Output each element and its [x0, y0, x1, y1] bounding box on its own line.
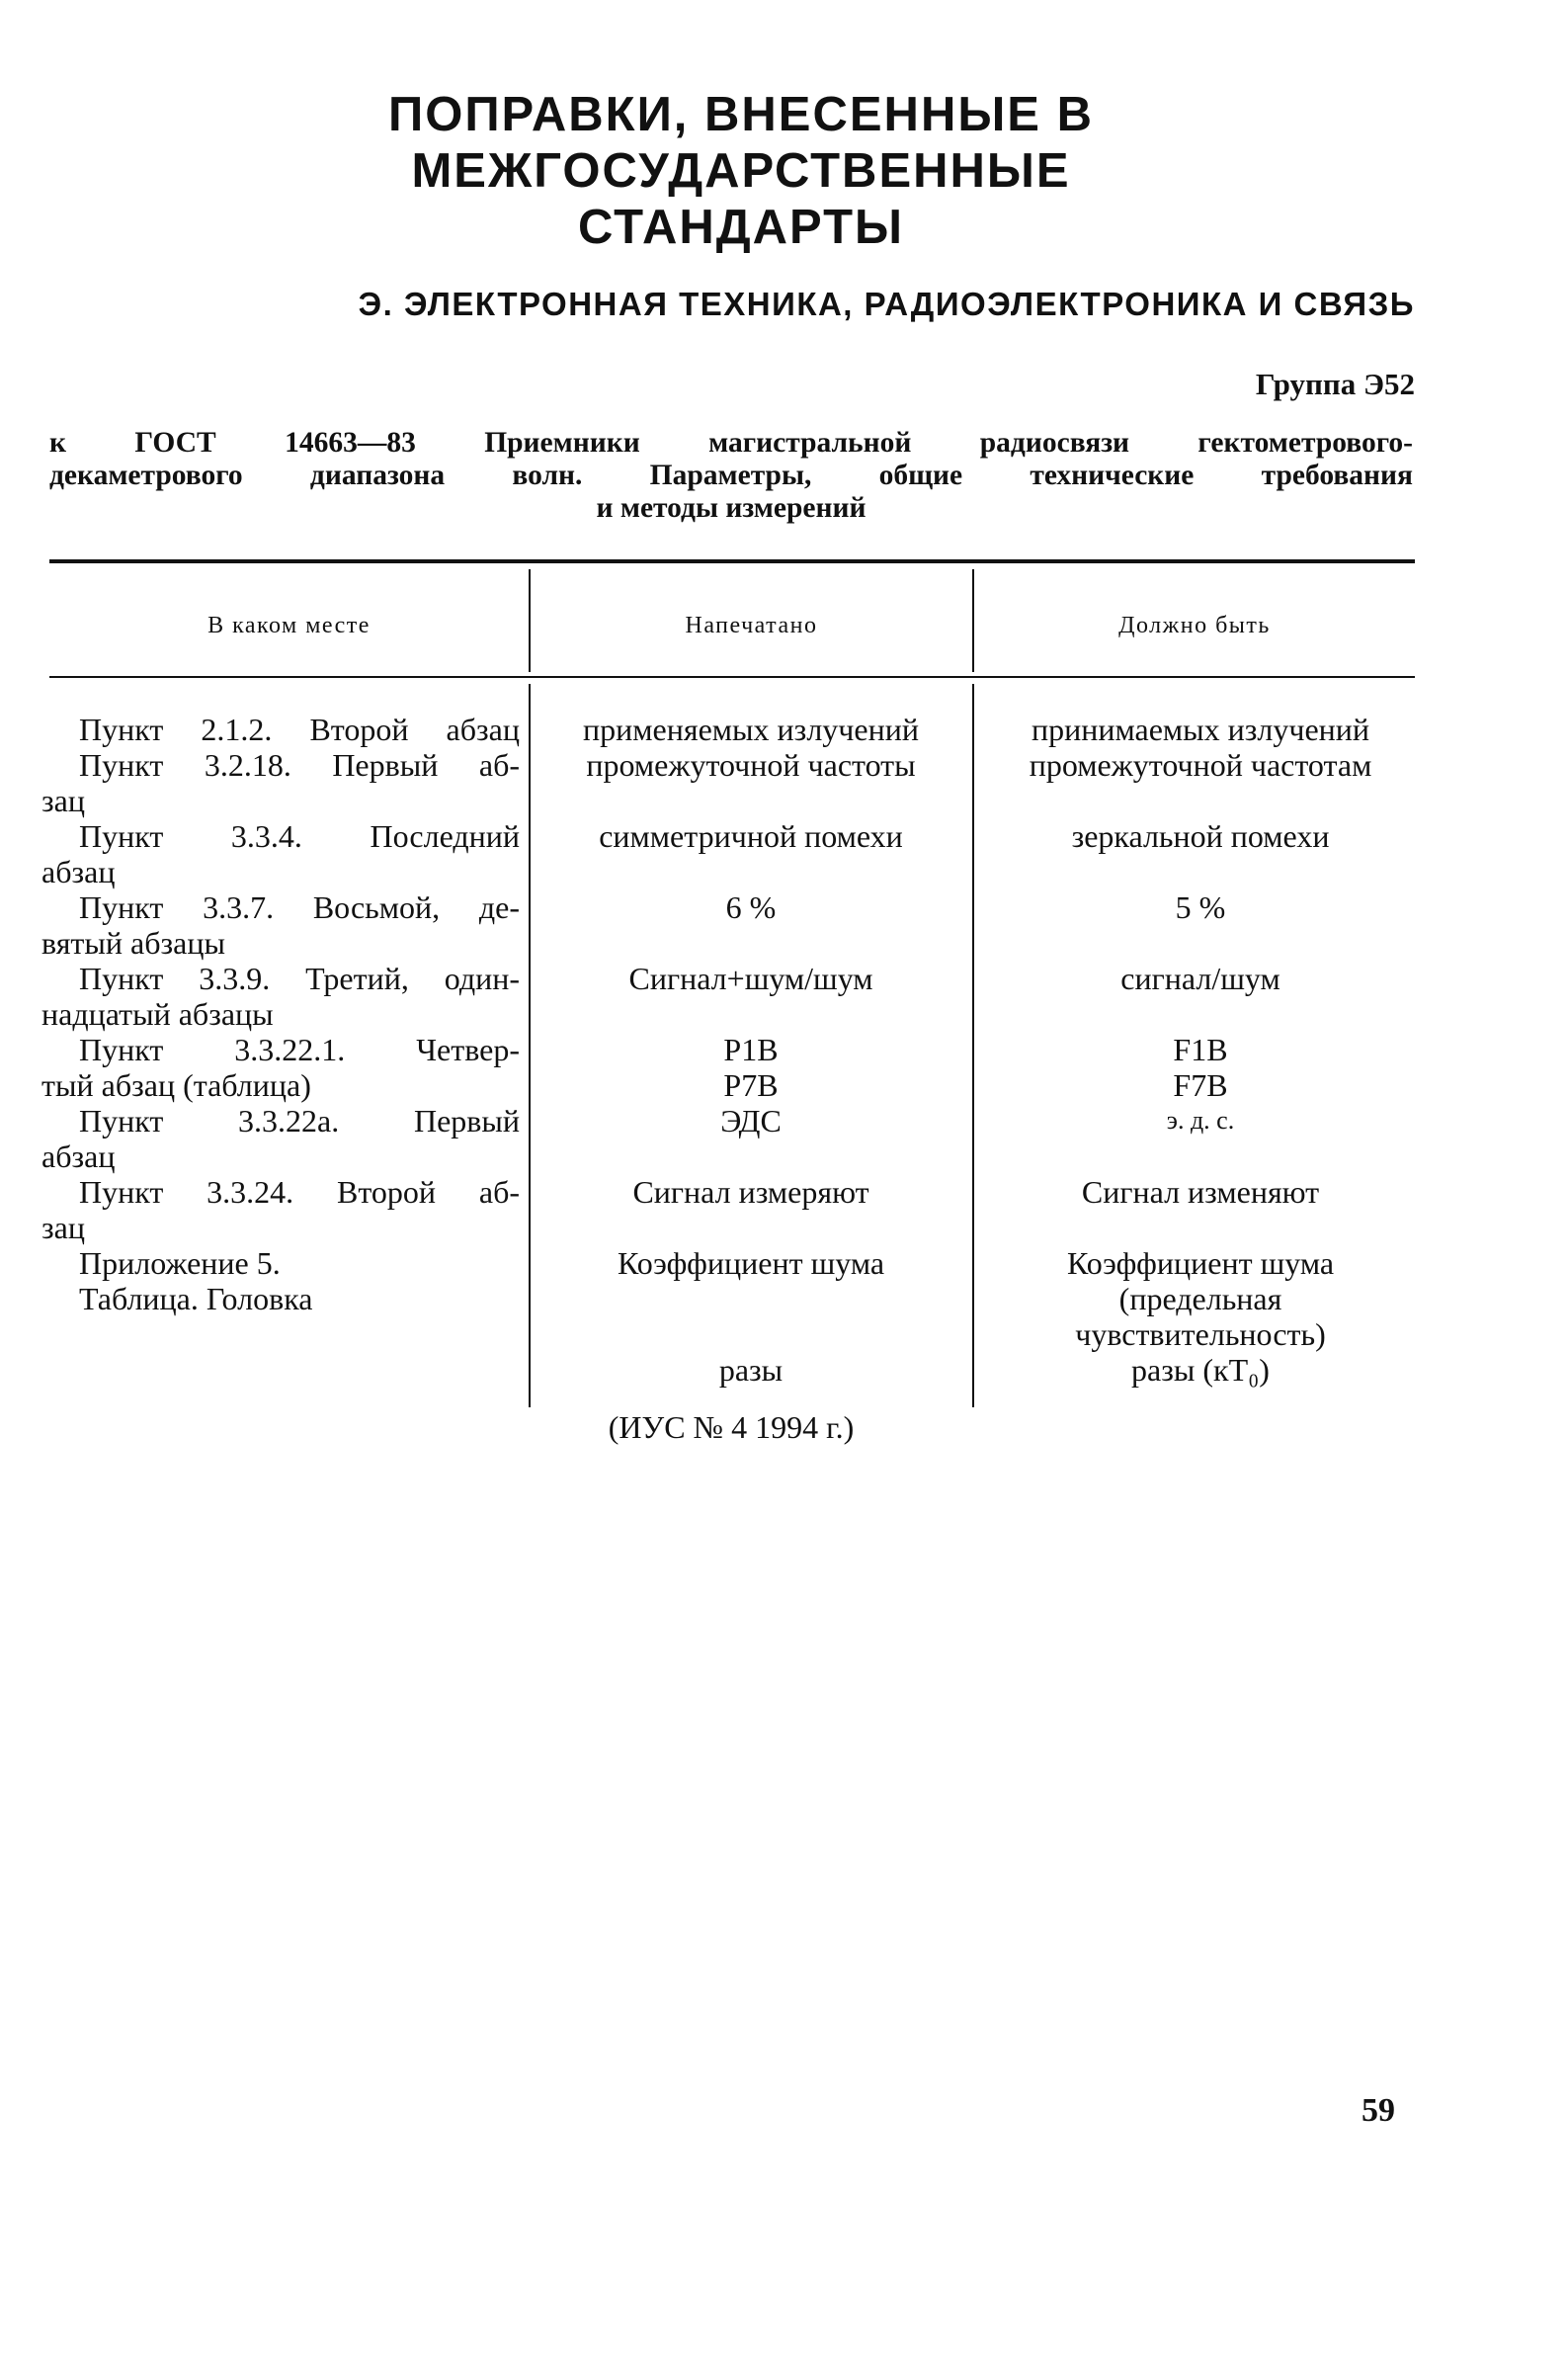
table-row-printed: ЭДС [720, 1103, 782, 1139]
place-text: вятый абзацы [41, 925, 225, 961]
column-header-correct: Должно быть [1118, 612, 1271, 638]
standard-title-line: к ГОСТ 14663—83 Приемники магистральной радиосвязи гектометрового- [49, 427, 1413, 459]
table-row-correct: сигнал/шум [1120, 961, 1280, 996]
table-row-correct [978, 1032, 1423, 1103]
place-text: Пункт 2.1.2. Второй абзац [79, 712, 520, 747]
table-row-place [41, 1174, 520, 1245]
table-row-correct: Сигнал изменяют [1081, 1174, 1320, 1210]
table-row-place [41, 961, 520, 1032]
standard-title-line: декаметрового диапазона волн. Параметры, общие технические требования [49, 460, 1413, 491]
table-row-correct: 5 % [1175, 889, 1226, 925]
table-row-printed: промежуточной частоты [586, 747, 916, 783]
correct-text: Коэффициент шума [1066, 1245, 1335, 1281]
column-divider [972, 684, 974, 1407]
correct-text: F7B [1173, 1067, 1228, 1103]
standard-title-line: и методы измерений [596, 492, 867, 524]
place-text: Пункт 3.2.18. Первый аб- [79, 747, 520, 783]
table-row-place [41, 747, 520, 818]
page-number: 59 [1362, 2092, 1395, 2129]
table-row-printed: 6 % [725, 889, 777, 925]
column-divider [529, 684, 531, 1407]
table-row-printed: применяемых излучений [583, 712, 919, 747]
table-row-printed: Коэффициент шума [617, 1245, 885, 1281]
table-row-printed: Сигнал измеряют [632, 1174, 869, 1210]
source-note: (ИУС № 4 1994 г.) [608, 1409, 855, 1445]
column-header-printed: Напечатано [685, 612, 818, 638]
table-row-correct: промежуточной частотам [1029, 747, 1372, 783]
place-text: тый абзац (таблица) [41, 1067, 311, 1103]
table-row-place [41, 712, 520, 747]
correct-text: (предельная [1118, 1281, 1282, 1316]
place-text: Приложение 5. [79, 1245, 281, 1281]
place-text: абзац [41, 1139, 116, 1174]
table-top-rule [49, 559, 1415, 563]
group-label: Группа Э52 [1255, 367, 1415, 401]
column-header-place: В каком месте [207, 612, 371, 638]
place-text: Пункт 3.3.4. Последний [79, 818, 520, 854]
printed-text: Р1В [723, 1032, 779, 1067]
table-row-correct: э. д. с. [1166, 1106, 1235, 1135]
place-text: Пункт 3.3.22а. Первый [79, 1103, 520, 1139]
table-row-place [41, 1032, 520, 1103]
correct-text: F1B [1173, 1032, 1228, 1067]
place-text: абзац [41, 854, 116, 889]
section-title: Э. ЭЛЕКТРОННАЯ ТЕХНИКА, РАДИОЭЛЕКТРОНИКА И СВЯЗЬ [358, 286, 1415, 322]
main-title [79, 87, 1403, 256]
place-text: Пункт 3.3.24. Второй аб- [79, 1174, 520, 1210]
main-title-line: ПОПРАВКИ, ВНЕСЕННЫЕ В МЕЖГОСУДАРСТВЕННЫЕ [387, 88, 1094, 198]
main-title-line: СТАНДАРТЫ [577, 201, 905, 254]
place-text: Пункт 3.3.22.1. Четвер- [79, 1032, 520, 1067]
table-row-correct: принимаемых излучений [1031, 712, 1370, 747]
place-text: надцатый абзацы [41, 996, 274, 1032]
table-row-place [41, 1103, 520, 1174]
printed-text: Р7В [723, 1067, 779, 1103]
correct-text: чувствительность) [1075, 1316, 1326, 1352]
table-row-printed: Сигнал+шум/шум [628, 961, 873, 996]
table-row-correct [978, 1245, 1423, 1388]
table-row-place [41, 889, 520, 961]
table-row-place [41, 1245, 520, 1316]
correct-text: разы (кТ₀) [1131, 1352, 1270, 1388]
table-row-printed: разы [718, 1352, 784, 1388]
place-text: Пункт 3.3.7. Восьмой, де- [79, 889, 520, 925]
table-row-correct: зеркальной помехи [1071, 818, 1330, 854]
place-text: зац [41, 783, 85, 818]
table-row-place [41, 818, 520, 889]
table-row-printed: симметричной помехи [599, 818, 903, 854]
place-text: Таблица. Головка [79, 1281, 313, 1316]
header-bottom-rule [49, 676, 1415, 678]
standard-title [49, 427, 1413, 525]
table-row-printed [534, 1032, 968, 1103]
place-text: Пункт 3.3.9. Третий, один- [79, 961, 520, 996]
place-text: зац [41, 1210, 85, 1245]
